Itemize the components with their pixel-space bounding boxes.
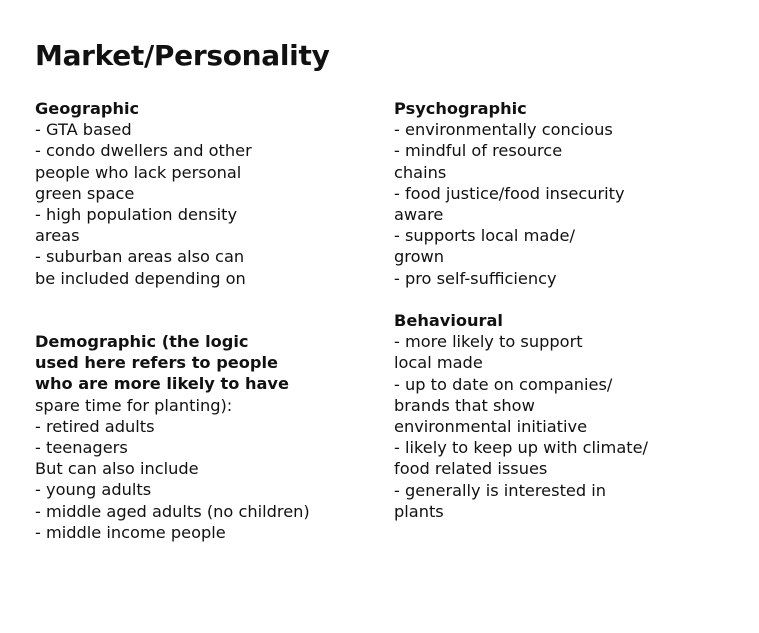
demographic-line: But can also include [35,459,199,479]
psychographic-line: - supports local made/ [394,226,575,246]
demographic-line: - teenagers [35,438,128,458]
behavioural-line: environmental initiative [394,417,588,437]
demographic-line: - retired adults [35,416,155,436]
psychographic-line: - mindful of resource [394,141,563,161]
demographic-heading: used here refers to people [35,353,278,373]
geographic-line: areas [35,226,80,246]
geographic-line: - suburban areas also can [35,247,245,267]
behavioural-heading: Behavioural [394,311,503,330]
geographic-heading: Geographic [35,99,140,118]
behavioural-line: local made [394,353,483,373]
geographic-line: - condo dwellers and other [35,141,252,161]
psychographic-line: chains [394,162,447,182]
geographic-line: green space [35,183,135,203]
behavioural-line: food related issues [394,459,548,479]
geographic-line: - GTA based [35,120,132,140]
psychographic-section [394,98,744,289]
demographic-line: - middle aged adults (no children) [35,501,310,521]
geographic-line: people who lack personal [35,162,242,182]
demographic-line: - middle income people [35,522,226,542]
geographic-line: be included depending on [35,268,246,288]
geographic-line: - high population density [35,205,238,225]
behavioural-line: - up to date on companies/ [394,374,613,394]
psychographic-line: aware [394,205,444,225]
demographic-line: spare time for planting): [35,395,233,415]
psychographic-heading: Psychographic [394,99,527,118]
demographic-heading: who are more likely to have [35,374,289,394]
psychographic-line: - food justice/food insecurity [394,183,625,203]
geographic-section [35,98,365,289]
behavioural-line: - likely to keep up with climate/ [394,438,649,458]
psychographic-line: - environmentally concious [394,120,613,140]
behavioural-line: - generally is interested in [394,480,607,500]
page-title: Market/Personality [35,39,330,72]
demographic-heading: Demographic (the logic [35,332,249,351]
behavioural-line: brands that show [394,395,535,415]
behavioural-line: plants [394,501,444,521]
behavioural-line: - more likely to support [394,332,583,352]
psychographic-line: - pro self-sufficiency [394,268,557,288]
demographic-section [35,331,365,543]
behavioural-section [394,310,744,522]
psychographic-line: grown [394,247,444,267]
demographic-line: - young adults [35,480,152,500]
